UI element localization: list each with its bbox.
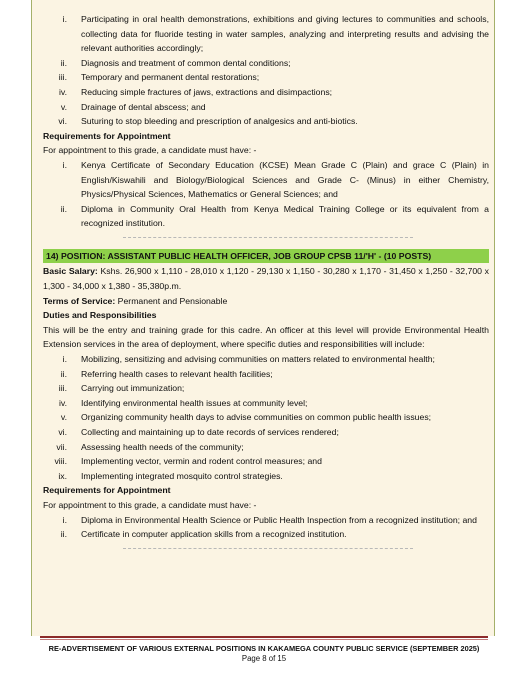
salary-text: Kshs. 26,900 x 1,110 - 28,010 x 1,120 - 29,130 x 1,150 - 30,280 x 1,170 - 31,450 x 1,250 - 32,700 x 1,300 - 34,000 x 1,380 - 35,380p.m. — [43, 266, 489, 291]
list-item: v. Organizing community health days to advise communities on common public health issues; — [60, 412, 432, 423]
page-number: Page 8 of 15 — [241, 654, 287, 663]
list-item: i. Diploma in Environmental Health Science or Public Health Inspection from a recognized institution; and — [62, 514, 477, 525]
duties-intro: This will be the entry and training grade for this cadre. An officer at this level will provide Environmental Health Extension services in the area of deployment, where specific duties and responsibilities will include: — [43, 324, 489, 350]
requirements-list — [43, 158, 489, 231]
list-item: ii. Referring health cases to relevant health facilities; — [60, 368, 273, 379]
page-footer — [40, 636, 488, 664]
duties-heading: Duties and Responsibilities — [43, 310, 157, 321]
basic-salary — [43, 264, 489, 293]
section-divider — [123, 237, 413, 238]
section-divider — [123, 548, 413, 549]
page-content — [43, 12, 489, 560]
list-item: i. Mobilizing, sensitizing and advising communities on matters related to environmental health; — [62, 353, 435, 364]
requirements-intro: For appointment to this grade, a candidate must have: - — [43, 499, 257, 510]
footer-rule — [40, 636, 488, 638]
footer-rule-thin — [40, 639, 488, 640]
list-item: ii. Certificate in computer application skills from a recognized institution. — [60, 529, 347, 540]
list-item: vi. Suturing to stop bleeding and prescription of analgesics and anti-biotics. — [58, 116, 358, 127]
list-item: ii. Diploma in Community Oral Health from Kenya Medical Training College or its equivalent from a recognized institution. — [60, 203, 489, 229]
list-item: vii. Assessing health needs of the community; — [56, 441, 244, 452]
list-item: ix. Implementing integrated mosquito control strategies. — [58, 470, 283, 481]
list-item: v. Drainage of dental abscess; and — [60, 101, 206, 112]
list-item: i. Participating in oral health demonstrations, exhibitions and giving lectures to communities and schools, collecting data for fluoride testing in water samples, analyzing and interpreting results and advising the relevant authorities accordingly; — [62, 14, 489, 54]
requirements-list — [43, 513, 489, 542]
list-item: iv. Reducing simple fractures of jaws, extractions and disimpactions; — [58, 86, 333, 97]
list-item: iii. Carrying out immunization; — [58, 383, 185, 394]
salary-label: Basic Salary: — [43, 266, 98, 277]
duties-list — [43, 352, 489, 483]
requirements-intro: For appointment to this grade, a candidate must have: - — [43, 145, 257, 156]
list-item: i. Kenya Certificate of Secondary Education (KCSE) Mean Grade C (Plain) and grace C (Plain) in English/Kiswahili and Biology/Biological Sciences and Grade C- (Minus) in either Chemistry, Physics/Physical Sciences, Mathematics or General Sciences; and — [62, 159, 489, 200]
duties-list-continued — [43, 12, 489, 129]
position-title-bar: 14) POSITION: ASSISTANT PUBLIC HEALTH OFFICER, JOB GROUP CPSB 11/'H' - (10 POSTS) — [43, 249, 489, 264]
requirements-heading: Requirements for Appointment — [43, 485, 171, 496]
terms-of-service — [43, 294, 489, 309]
list-item: ii. Diagnosis and treatment of common dental conditions; — [60, 57, 291, 68]
footer-title: RE-ADVERTISEMENT OF VARIOUS EXTERNAL POSITIONS IN KAKAMEGA COUNTY PUBLIC SERVICE (SEPTEMBER 2025) — [48, 644, 480, 653]
list-item: vi. Collecting and maintaining up to date records of services rendered; — [58, 426, 339, 437]
requirements-heading: Requirements for Appointment — [43, 130, 171, 141]
list-item: iii. Temporary and permanent dental restorations; — [58, 72, 260, 83]
terms-label: Terms of Service: — [43, 295, 116, 306]
list-item: viii. Implementing vector, vermin and rodent control measures; and — [54, 456, 322, 467]
list-item: iv. Identifying environmental health issues at community level; — [58, 397, 308, 408]
terms-text: Permanent and Pensionable — [115, 295, 228, 306]
